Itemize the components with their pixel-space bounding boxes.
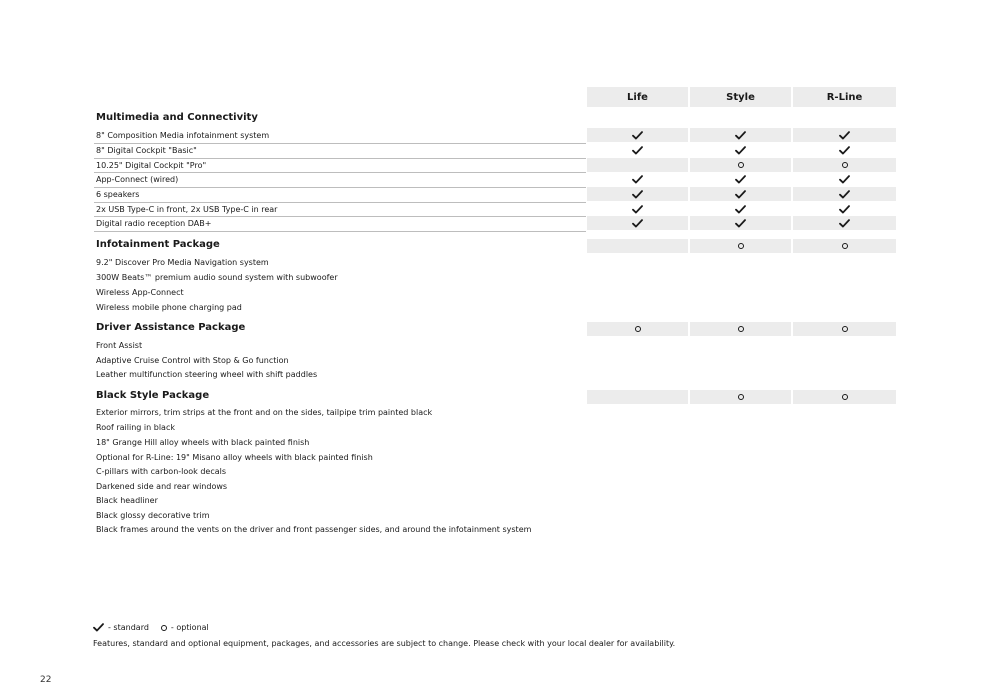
package-item: Black glossy decorative trim	[96, 511, 210, 520]
checkmark-icon	[632, 175, 643, 184]
availability-cell	[690, 239, 791, 253]
availability-cell	[793, 158, 896, 172]
package-item: Optional for R-Line: 19" Misano alloy wheels with black painted finish	[96, 453, 373, 462]
availability-cell	[587, 216, 688, 230]
availability-cell	[793, 390, 896, 404]
row-divider	[94, 202, 586, 203]
availability-cell	[587, 239, 688, 253]
availability-cell	[793, 128, 896, 142]
package-item: Front Assist	[96, 341, 143, 350]
availability-cell	[587, 172, 688, 186]
availability-cell	[793, 202, 896, 216]
row-divider	[94, 158, 586, 159]
section-title-infotainment: Infotainment Package	[96, 239, 220, 250]
feature-row: 6 speakers	[96, 190, 140, 199]
section-title-multimedia: Multimedia and Connectivity	[96, 112, 258, 123]
checkmark-icon	[632, 146, 643, 155]
package-item: Exterior mirrors, trim strips at the front and on the sides, tailpipe trim painted black	[96, 408, 433, 417]
availability-cell	[690, 216, 791, 230]
legend	[93, 623, 209, 632]
column-header-style: Style	[690, 87, 791, 107]
circle-icon	[161, 625, 167, 631]
availability-cell	[793, 187, 896, 201]
checkmark-icon	[839, 190, 850, 199]
checkmark-icon	[93, 623, 104, 632]
circle-icon	[738, 243, 744, 249]
column-header-life: Life	[587, 87, 688, 107]
availability-cell	[690, 390, 791, 404]
checkmark-icon	[735, 131, 746, 140]
availability-cell	[587, 322, 688, 336]
package-item: Wireless mobile phone charging pad	[96, 303, 242, 312]
package-item: 9.2" Discover Pro Media Navigation system	[96, 258, 269, 267]
checkmark-icon	[839, 131, 850, 140]
package-item: Darkened side and rear windows	[96, 482, 228, 491]
package-item: Adaptive Cruise Control with Stop & Go function	[96, 356, 289, 365]
feature-row: 8" Composition Media infotainment system	[96, 131, 270, 140]
checkmark-icon	[735, 190, 746, 199]
circle-icon	[842, 394, 848, 400]
availability-cell	[690, 322, 791, 336]
circle-icon	[842, 162, 848, 168]
availability-cell	[690, 128, 791, 142]
circle-icon	[842, 326, 848, 332]
checkmark-icon	[632, 131, 643, 140]
package-item: C-pillars with carbon-look decals	[96, 467, 227, 476]
availability-cell	[587, 143, 688, 157]
row-divider	[94, 231, 586, 232]
column-header-r-line: R-Line	[793, 87, 896, 107]
availability-cell	[793, 172, 896, 186]
section-title-driver-assistance: Driver Assistance Package	[96, 322, 246, 333]
availability-cell	[587, 390, 688, 404]
checkmark-icon	[735, 219, 746, 228]
package-item: Wireless App-Connect	[96, 288, 184, 297]
availability-cell	[690, 172, 791, 186]
availability-cell	[690, 187, 791, 201]
feature-row: Digital radio reception DAB+	[96, 219, 212, 228]
row-divider	[94, 187, 586, 188]
availability-cell	[587, 158, 688, 172]
availability-cell	[587, 187, 688, 201]
package-item: Black headliner	[96, 496, 158, 505]
package-item: Roof railing in black	[96, 423, 175, 432]
package-item: 300W Beats™ premium audio sound system with subwoofer	[96, 273, 338, 282]
availability-cell	[690, 158, 791, 172]
package-item: 18" Grange Hill alloy wheels with black painted finish	[96, 438, 310, 447]
feature-row: 10.25" Digital Cockpit "Pro"	[96, 161, 207, 170]
circle-icon	[635, 326, 641, 332]
circle-icon	[738, 326, 744, 332]
row-divider	[94, 216, 586, 217]
feature-row: App-Connect (wired)	[96, 175, 179, 184]
checkmark-icon	[839, 146, 850, 155]
row-divider	[94, 143, 586, 144]
checkmark-icon	[632, 190, 643, 199]
legend-optional-label: - optional	[170, 623, 209, 632]
availability-cell	[690, 143, 791, 157]
availability-cell	[587, 128, 688, 142]
availability-cell	[793, 143, 896, 157]
availability-cell	[690, 202, 791, 216]
checkmark-icon	[735, 146, 746, 155]
circle-icon	[738, 162, 744, 168]
disclaimer: Features, standard and optional equipment, packages, and accessories are subject to change. Please check with your local dealer for availability.	[93, 639, 676, 648]
legend-standard-label: - standard	[108, 623, 149, 632]
checkmark-icon	[839, 219, 850, 228]
availability-cell	[587, 202, 688, 216]
feature-row: 2x USB Type-C in front, 2x USB Type-C in rear	[96, 205, 278, 214]
row-divider	[94, 172, 586, 173]
availability-cell	[793, 322, 896, 336]
checkmark-icon	[632, 205, 643, 214]
availability-cell	[793, 216, 896, 230]
checkmark-icon	[839, 175, 850, 184]
feature-row: 8" Digital Cockpit "Basic"	[96, 146, 197, 155]
package-item: Leather multifunction steering wheel with shift paddles	[96, 370, 318, 379]
circle-icon	[738, 394, 744, 400]
checkmark-icon	[839, 205, 850, 214]
section-title-black-style: Black Style Package	[96, 390, 210, 401]
checkmark-icon	[632, 219, 643, 228]
package-item: Black frames around the vents on the driver and front passenger sides, and around the infotainment system	[96, 525, 532, 534]
checkmark-icon	[735, 175, 746, 184]
checkmark-icon	[735, 205, 746, 214]
page-number: 22	[40, 675, 52, 685]
availability-cell	[793, 239, 896, 253]
circle-icon	[842, 243, 848, 249]
